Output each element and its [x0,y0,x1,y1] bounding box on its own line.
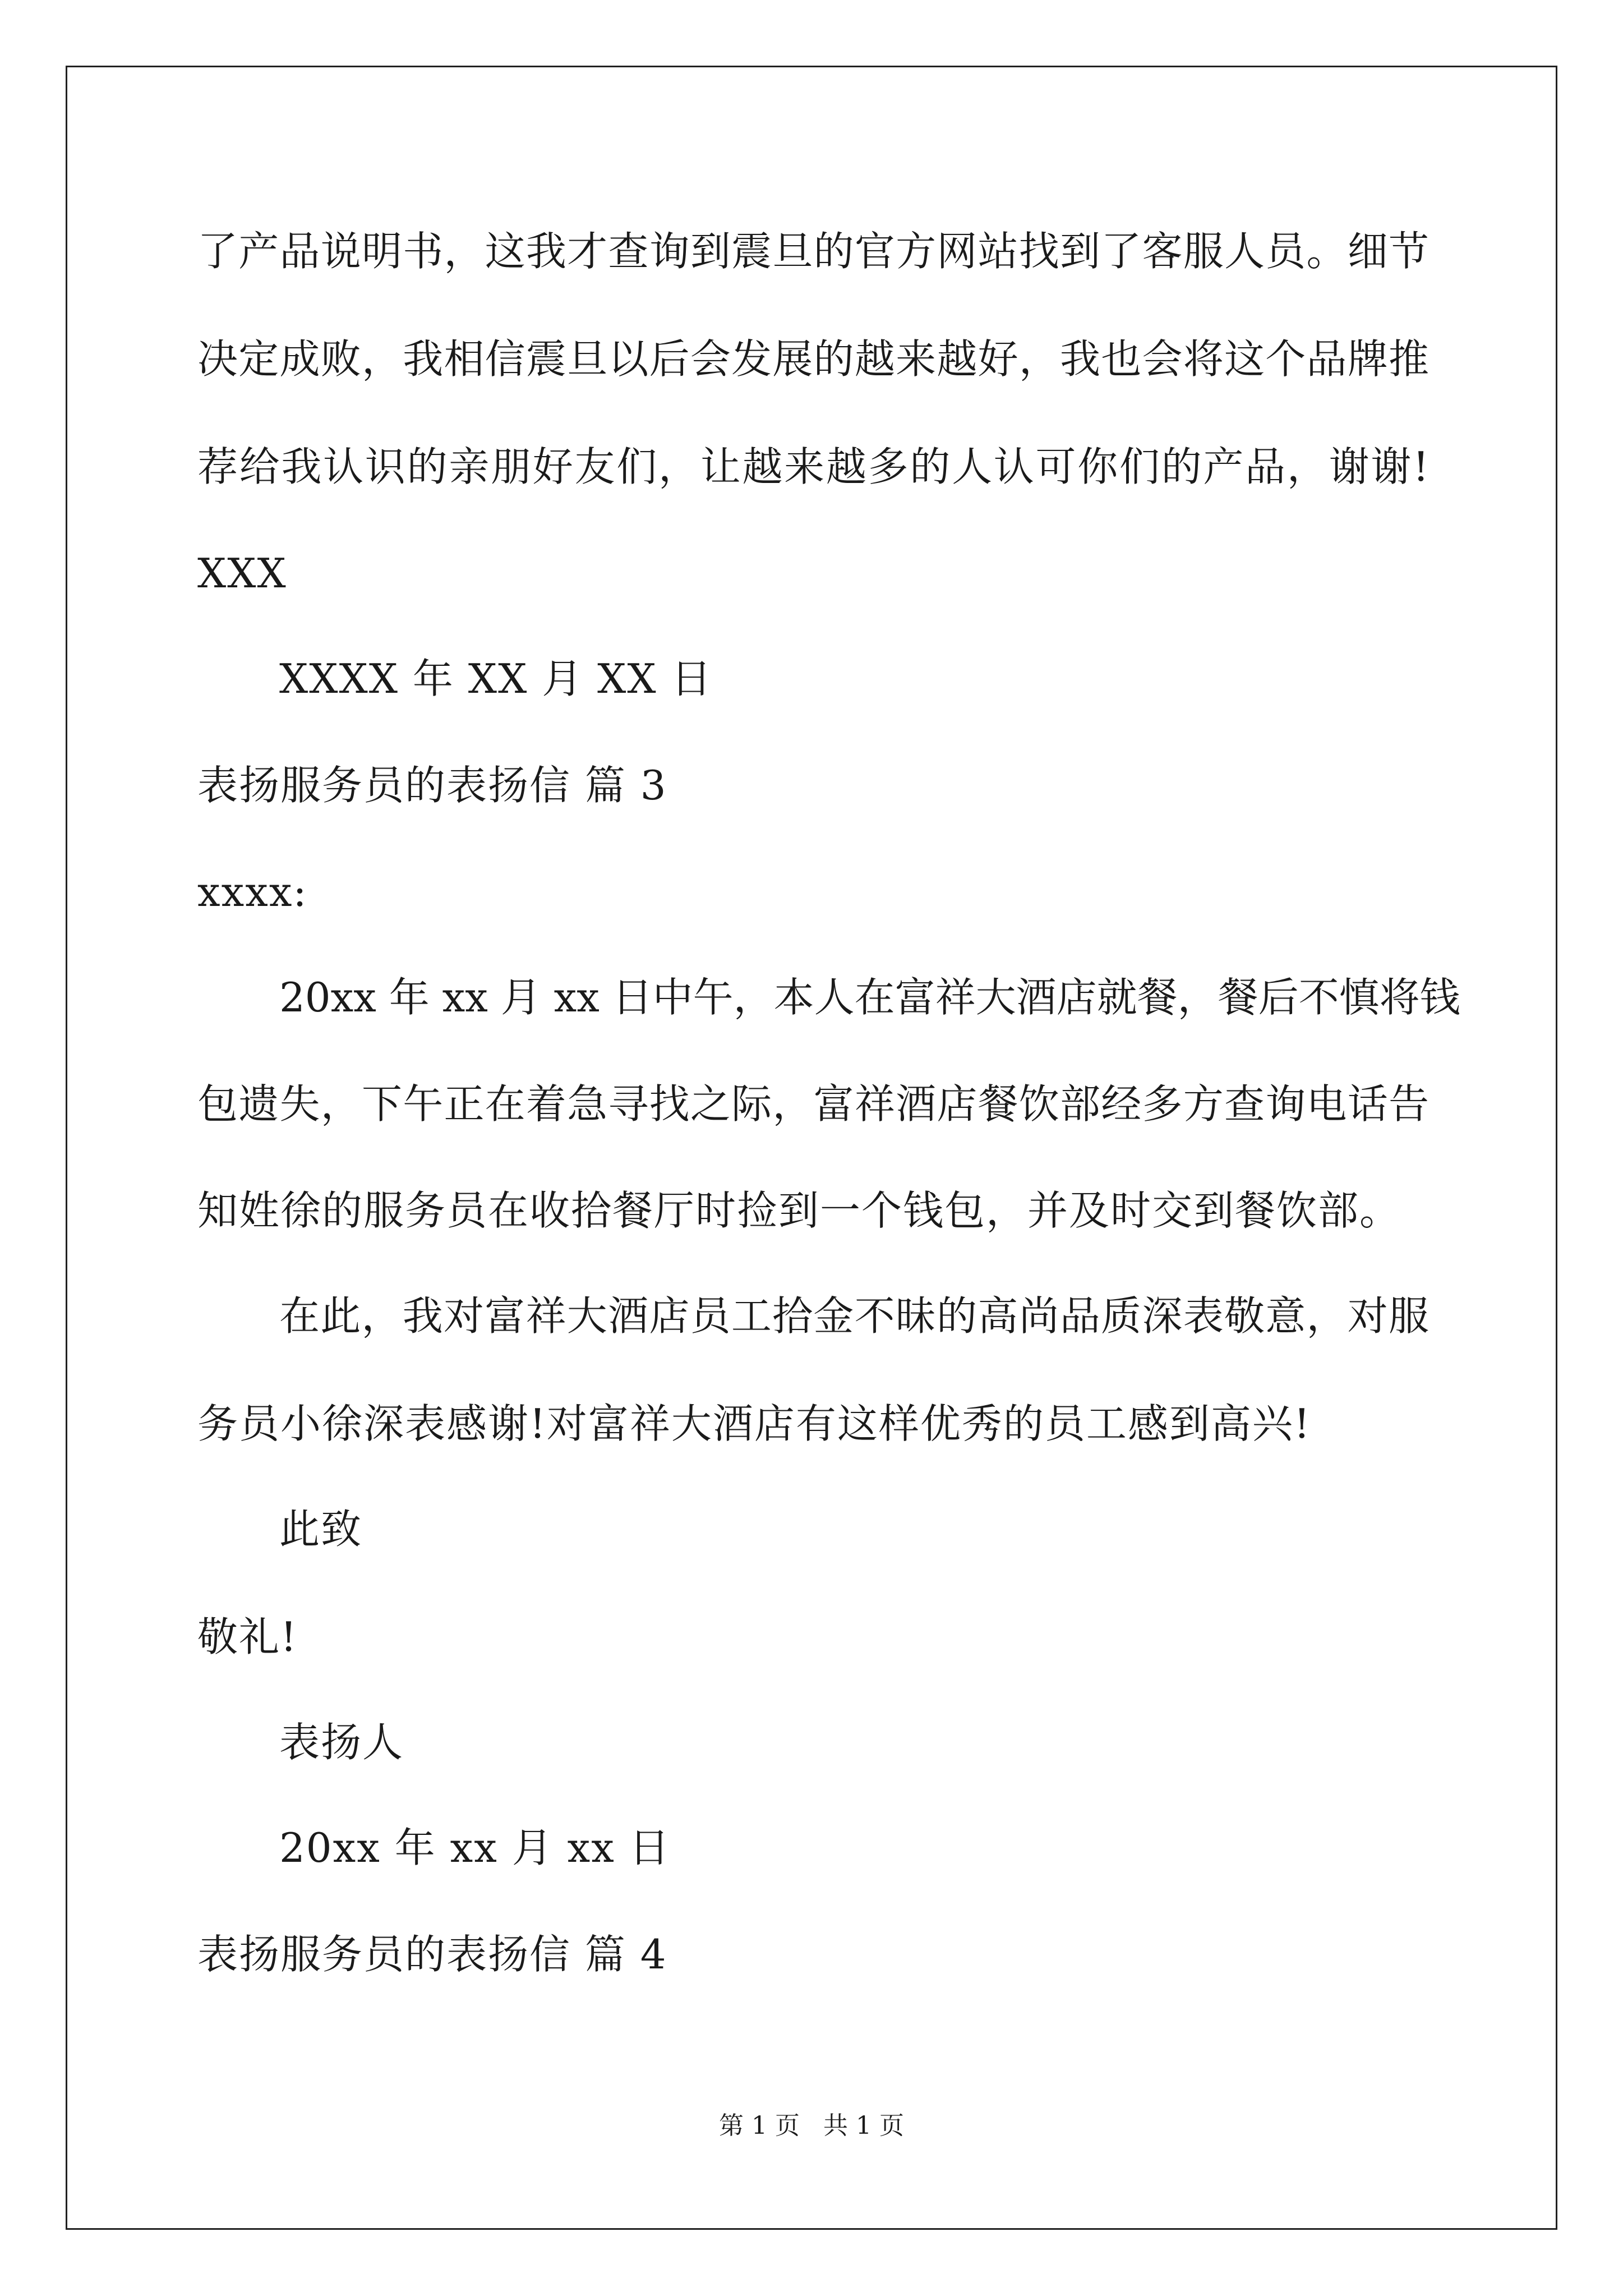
signature-name: XXX [197,550,287,597]
body-line-7: 在此，我对富祥大酒店员工拾金不昧的高尚品质深表敬意，对服 [279,1292,1429,1340]
body-line-6: 知姓徐的服务员在收拾餐厅时捡到一个钱包，并及时交到餐饮部。 [197,1187,1401,1234]
body-line-5: 包遗失，下午正在着急寻找之际，富祥酒店餐饮部经多方查询电话告 [197,1080,1429,1128]
body-line-8: 务员小徐深表感谢!对富祥大酒店有这样优秀的员工感到高兴! [197,1400,1311,1447]
section-heading-4: 表扬服务员的表扬信 篇 4 [197,1931,667,1978]
signature-date: XXXX 年 XX 月 XX 日 [279,655,713,702]
section-heading-3: 表扬服务员的表扬信 篇 3 [197,762,667,809]
body-line-3: 荐给我认识的亲朋好友们，让越来越多的人认可你们的产品，谢谢! [197,443,1429,490]
closing-phrase: 此致 [279,1506,363,1553]
page-footer: 第 1 页 共 1 页 [719,2111,904,2140]
body-line-4: 20xx 年 xx 月 xx 日中午，本人在富祥大酒店就餐，餐后不慎将钱 [279,974,1460,1021]
page-border [66,66,1557,2230]
signer-date: 20xx 年 xx 月 xx 日 [279,1824,671,1871]
body-line-1: 了产品说明书，这我才查询到震旦的官方网站找到了客服人员。细节 [197,228,1429,275]
salutation: xxxx: [197,868,308,915]
closing-salute: 敬礼! [197,1613,298,1660]
body-line-2: 决定成败，我相信震旦以后会发展的越来越好，我也会将这个品牌推 [197,335,1429,383]
signer-label: 表扬人 [279,1719,404,1766]
